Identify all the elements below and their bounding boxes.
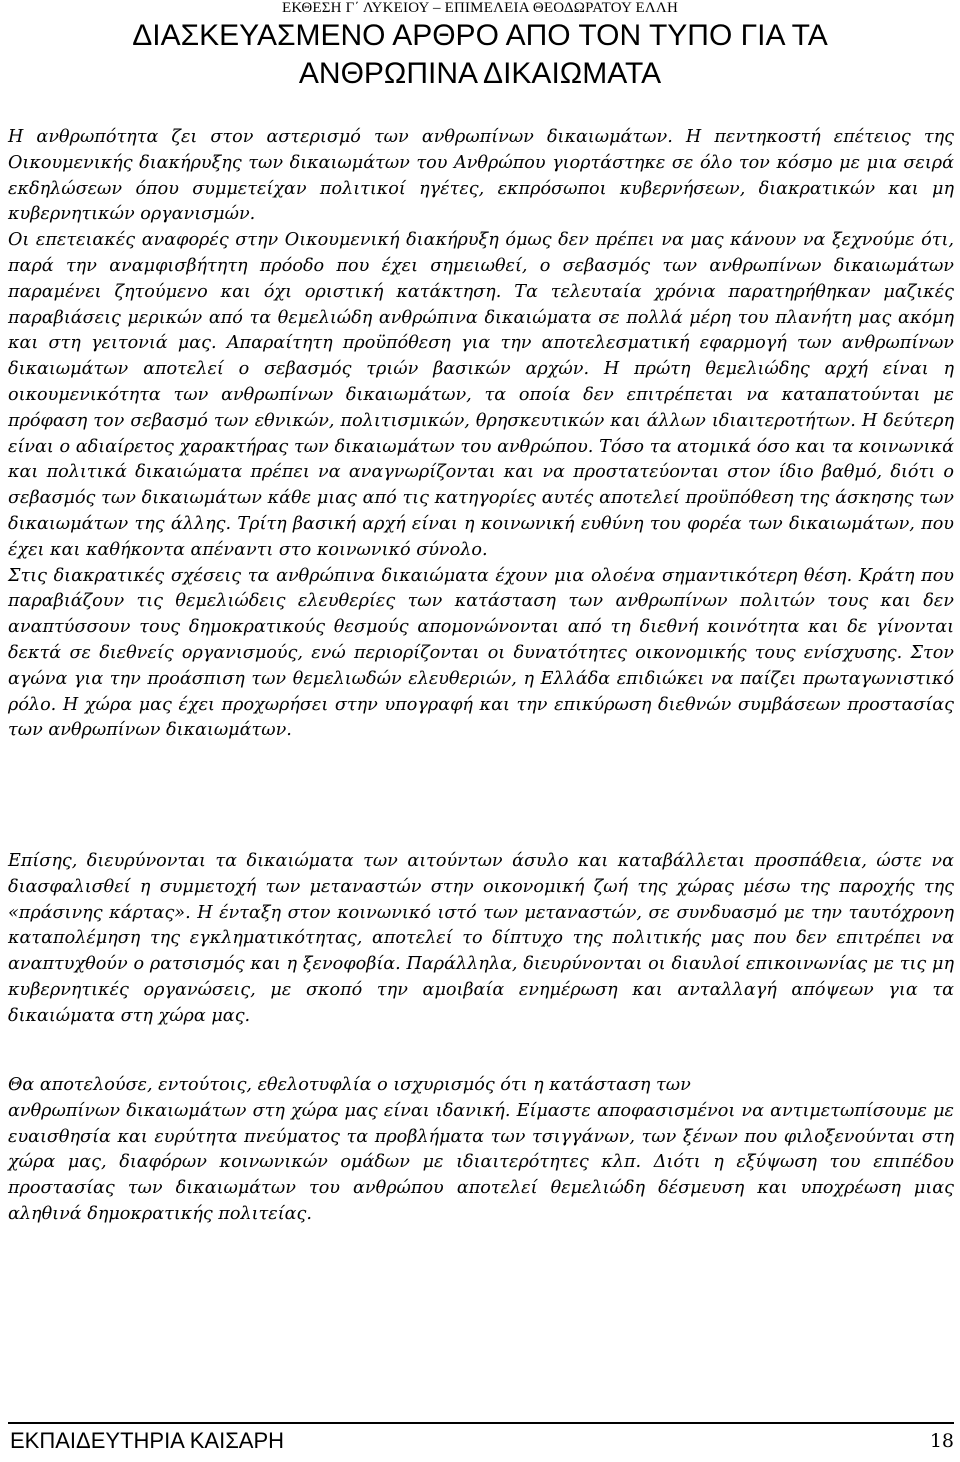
- document-subtitle: ΕΚΘΕΣΗ Γ΄ ΛΥΚΕΙΟΥ – ΕΠΙΜΕΛΕΙΑ ΘΕΟΔΩΡΑΤΟΥ ΕΛΛΗ: [281, 0, 679, 16]
- article-section-1: [8, 125, 954, 744]
- paragraph-5-body: ανθρωπίνων δικαιωμάτων στη χώρα μας είναι ιδανική. Είμαστε αποφασισμένοι να αντιμετωπίσουμε με ευαισθησία και ευρύτητα πνεύματος τα προβλήματα των τσιγγάνων, των ξένων που φιλοξενούνται στη χώρα μας, διαφόρων κοινωνικών ομάδων με ιδιαιτερότητες κλπ. Διότι η εξύψωση του επιπέδου προστασίας των δικαιωμάτων του ανθρώπου αποτελεί θεμελιώδη δέσμευση και υποχρέωση μιας αληθινά δημοκρατικής πολιτείας.: [8, 1100, 954, 1224]
- paragraph-5-first-line: Θα αποτελούσε, εντούτοις, εθελοτυφλία ο ισχυρισμός ότι η κατάσταση των: [8, 1075, 691, 1095]
- article-section-2: [8, 849, 954, 1030]
- title-line-1: ΔΙΑΣΚΕΥΑΣΜΕΝΟ ΑΡΘΡΟ ΑΠΟ ΤΟΝ ΤΥΠΟ ΓΙΑ ΤΑ: [132, 19, 828, 52]
- paragraph-4: Επίσης, διευρύνονται τα δικαιώματα των αιτούντων άσυλο και καταβάλλεται προσπάθεια, ώστε να διασφαλισθεί η συμμετοχή των μεταναστών στην οικονομική ζωή της χώρας μέσω της παροχής της «πράσινης κάρτας». Η ένταξη στον κοινωνικό ιστό των μεταναστών, σε συνδυασμό με την ταυτόχρονη καταπολέμηση της εγκληματικότητας, αποτελεί το δίπτυχο της πολιτικής μας που δεν επιτρέπει να αναπτυχθούν ο ρατσισμός και η ξενοφοβία. Παράλληλα, διευρύνονται οι διαυλοί επικοινωνίας με τις μη κυβερνητικές οργανώσεις, με σκοπό την αμοιβαία ενημέρωση και ανταλλαγή απόψεων για τα δικαιώματα στη χώρα μας.: [8, 851, 954, 1026]
- document-title: [0, 17, 960, 93]
- page-number: 18: [929, 1430, 954, 1452]
- paragraph-3: Στις διακρατικές σχέσεις τα ανθρώπινα δικαιώματα έχουν μια ολοένα σημαντικότερη θέση. Κράτη που παραβιάζουν τις θεμελιώδεις ελευθερίες των κατάσταση των ανθρωπίνων πολιτών τους και δεν αναπτύσσουν τους δημοκρατικούς θεσμούς απομονώνονται από τη διεθνή κοινότητα και δε γίνονται δεκτά σε διεθνείς οργανισμούς, ενώ περιορίζονται οι δυνατότητες οικονομικής τους ενίσχυσης. Στον αγώνα για την προάσπιση των θεμελιωδών ελευθεριών, η Ελλάδα επιδιώκει να παίζει πρωταγωνιστικό ρόλο. Η χώρα μας έχει προχωρήσει στην υπογραφή και την επικύρωση διεθνών συμβάσεων προστασίας των ανθρωπίνων δικαιωμάτων.: [8, 565, 954, 741]
- footer-school-name: ΕΚΠΑΙΔΕΥΤΗΡΙΑ ΚΑΙΣΑΡΗ: [10, 1428, 285, 1453]
- footer-divider: [8, 1422, 954, 1424]
- page-footer: [0, 1422, 960, 1462]
- title-line-2: ΑΝΘΡΩΠΙΝΑ ΔΙΚΑΙΩΜΑΤΑ: [298, 57, 662, 90]
- paragraph-1: Η ανθρωπότητα ζει στον αστερισμό των ανθρωπίνων δικαιωμάτων. Η πεντηκοστή επέτειος της Οικουμενικής διακήρυξης των δικαιωμάτων του Ανθρώπου γιορτάστηκε σε όλο τον κόσμο με μια σειρά εκδηλώσεων όπου συμμετείχαν πολιτικοί ηγέτες, εκπρόσωποι κυβερνήσεων, διακρατικών και μη κυβερνητικών οργανισμών.: [8, 127, 954, 225]
- article-section-3: [8, 1073, 954, 1228]
- paragraph-2: Οι επετειακές αναφορές στην Οικουμενική διακήρυξη όμως δεν πρέπει να μας κάνουν να ξεχνούμε ότι, παρά την αναμφισβήτητη πρόοδο που έχει σημειωθεί, ο σεβασμός των ανθρωπίνων δικαιωμάτων παραμένει ζητούμενο και όχι οριστική κατάκτηση. Τα τελευταία χρόνια παρατηρήθηκαν μαζικές παραβιάσεις μερικών από τα θεμελιώδη ανθρώπινα δικαιώματα σε πολλά μέρη του πλανήτη μας ακόμη και στη γειτονιά μας. Απαραίτητη προϋπόθεση για την αποτελεσματική εφαρμογή των ανθρωπίνων δικαιωμάτων αποτελεί ο σεβασμός τριών βασικών αρχών. Η πρώτη θεμελιώδης αρχή είναι η οικουμενικότητα των ανθρωπίνων δικαιωμάτων, τα οποία δεν επιτρέπεται να καταπατούνται με πρόφαση τον σεβασμό των εθνικών, πολιτισμικών, θρησκευτικών και άλλων ιδιαιτεροτήτων. Η δεύτερη είναι ο αδιαίρετος χαρακτήρας των δικαιωμάτων του ανθρώπου. Τόσο τα ατομικά όσο και τα κοινωνικά και πολιτικά δικαιώματα πρέπει να αναγνωρίζονται και να προστατεύονται στον ίδιο βαθμό, διότι ο σεβασμός των δικαιωμάτων κάθε μιας από τις κατηγορίες αυτές αποτελεί προϋπόθεση της άσκησης των δικαιωμάτων της άλλης. Τρίτη βασική αρχή είναι η κοινωνική ευθύνη του φορέα των δικαιωμάτων, που έχει και καθήκοντα απέναντι στο κοινωνικό σύνολο.: [8, 230, 954, 560]
